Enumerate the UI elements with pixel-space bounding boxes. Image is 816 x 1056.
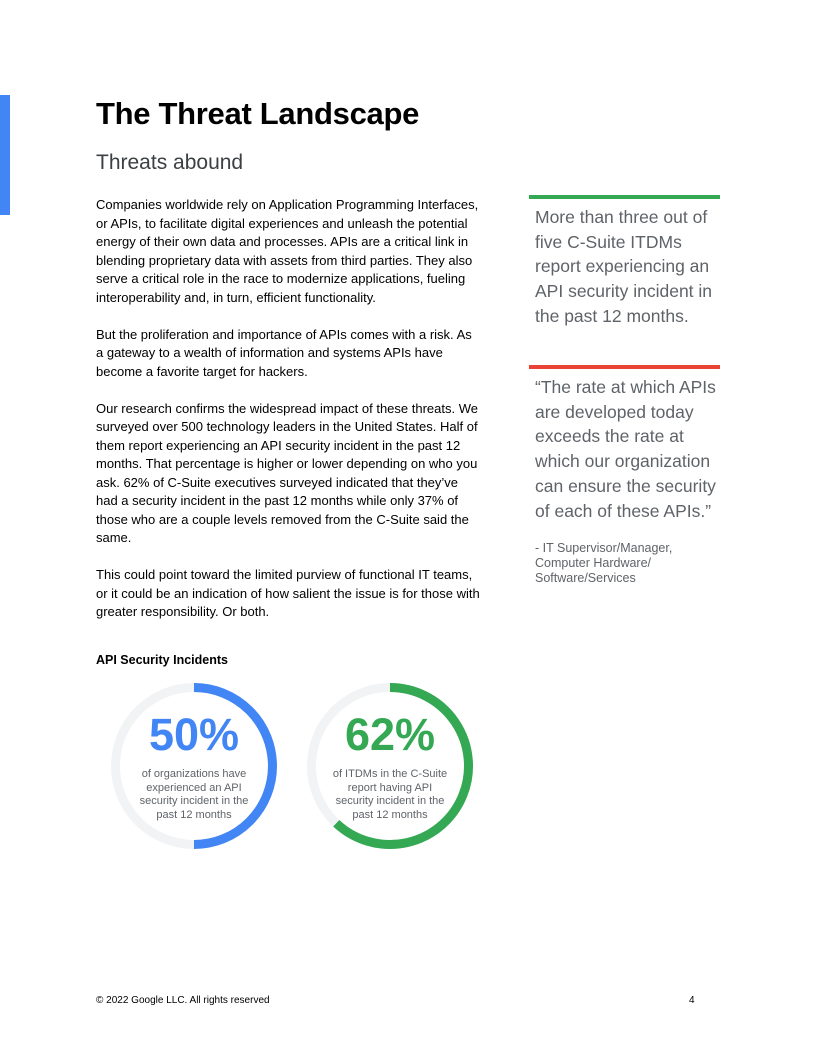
body-paragraph: Our research confirms the widespread impact of these threats. We surveyed over 500 technology leaders in the United States. Half of them report experiencing an API security incident in the past 12 months. That percentage is higher or lower depending on who you ask. 62% of C-Suite executives surveyed indicated that they’ve had a security incident in the past 12 months while only 37% of those who are a couple levels removed from the C-Suite said the same.	[96, 400, 478, 545]
donut-percentage: 50%	[148, 709, 240, 760]
callout-statistic-text: More than three out of five C-Suite ITDMs report experiencing an API security incident in the past 12 months.	[535, 207, 713, 326]
donut-svg	[303, 679, 477, 853]
callout-quote	[529, 365, 720, 586]
page-title: The Threat Landscape	[96, 96, 420, 131]
callout-rule-red	[529, 365, 720, 369]
donut-description: of organizations have experienced an API security incident in the past 12 months	[139, 768, 249, 821]
donut-chart-organizations	[107, 679, 281, 853]
footer-copyright: © 2022 Google LLC. All rights reserved	[96, 995, 270, 1006]
callout-quote-text: “The rate at which APIs are developed today exceeds the rate at which our organization can ensure the security of each of these APIs.”	[535, 377, 716, 521]
callout-rule-green	[529, 195, 720, 199]
chart-title: API Security Incidents	[96, 653, 228, 667]
page-number: 4	[689, 995, 695, 1006]
donut-percentage: 62%	[344, 709, 436, 760]
callout-statistic	[529, 195, 720, 329]
donut-description: of ITDMs in the C-Suite report having API security incident in the past 12 months	[332, 768, 448, 821]
donut-svg	[107, 679, 281, 853]
body-text	[96, 196, 480, 640]
accent-bar	[0, 95, 10, 215]
page-subtitle: Threats abound	[96, 151, 244, 174]
body-paragraph: This could point toward the limited purview of functional IT teams, or it could be an indication of how salient the issue is for those with greater responsibility. Or both.	[96, 567, 480, 619]
body-paragraph: Companies worldwide rely on Application Programming Interfaces, or APIs, to facilitate digital experiences and unleash the potential energy of their own data and processes. APIs are a critical link in blending proprietary data with assets from third parties. They also serve a critical role in the race to modernize applications, fueling interoperability and, in turn, efficient functionality.	[96, 197, 479, 305]
quote-attribution: - IT Supervisor/Manager, Computer Hardware/ Software/Services	[535, 541, 673, 586]
body-paragraph: But the proliferation and importance of APIs comes with a risk. As a gateway to a wealth of information and systems APIs have become a favorite target for hackers.	[96, 326, 472, 379]
donut-chart-csuite	[303, 679, 477, 853]
